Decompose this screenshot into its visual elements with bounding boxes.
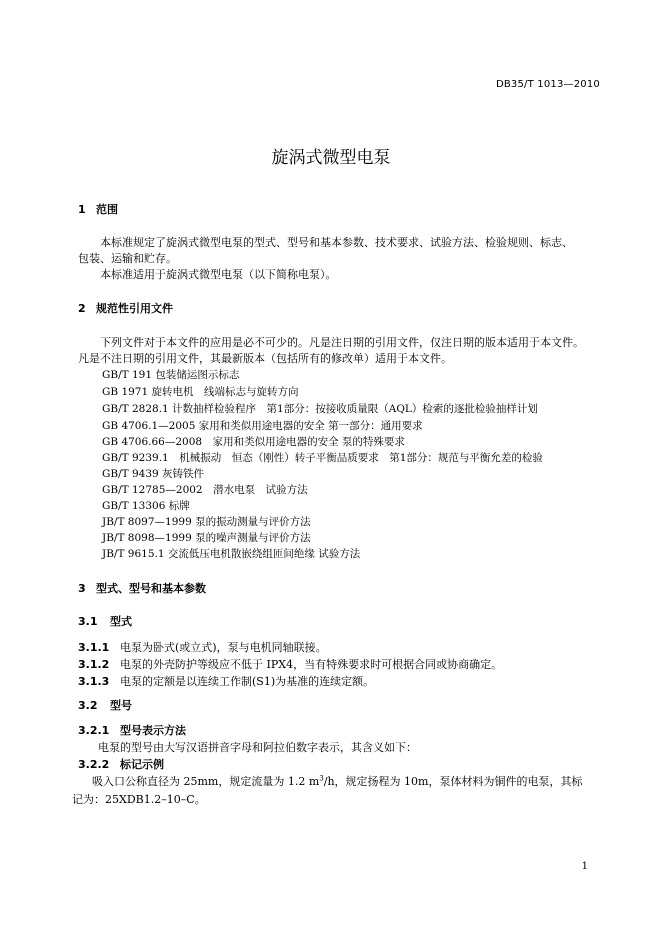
subsection-number: 3.1 (78, 615, 98, 628)
paragraph (92, 773, 582, 789)
subsection-3-1-heading (78, 613, 132, 629)
clause-3-2-2-heading (78, 756, 164, 772)
subsection-number: 3.2 (78, 699, 98, 712)
clause-text: 电泵为卧式(或立式)，泵与电机同轴联接。 (120, 641, 327, 654)
clause-3-1-3 (78, 673, 374, 689)
section-number: 2 (78, 302, 86, 315)
section-number: 1 (78, 203, 86, 216)
subsection-title: 型号 (110, 699, 132, 712)
reference-item: GB/T 191 包装储运图示标志 (102, 369, 240, 381)
paragraph: 本标准适用于旋涡式微型电泵（以下简称电泵）。 (100, 268, 337, 281)
paragraph: 记为：25XDB1.2–10–C。 (72, 793, 206, 806)
section-title: 规范性引用文件 (96, 302, 173, 315)
reference-item: GB 1971 旋转电机 线端标志与旋转方向 (102, 386, 299, 398)
clause-number: 3.2.2 (78, 758, 110, 771)
section-3-heading (78, 580, 206, 596)
clause-number: 3.1.2 (78, 658, 110, 671)
text-run: /h，规定扬程为 10m，泵体材料为铜件的电泵，其标 (323, 775, 583, 788)
paragraph: 本标准规定了旋涡式微型电泵的型式、型号和基本参数、技术要求、试验方法、检验规则、标志、 (100, 236, 573, 249)
clause-3-1-2 (78, 656, 502, 672)
subsection-3-2-heading (78, 697, 132, 713)
reference-item: GB 4706.66—2008 家用和类似用途电器的安全 泵的特殊要求 (102, 436, 405, 448)
section-1-heading (78, 201, 118, 217)
reference-item: GB/T 12785—2002 潜水电泵 试验方法 (102, 484, 308, 496)
subsection-title: 型式 (110, 615, 132, 628)
text-run: 吸入口公称直径为 25mm，规定流量为 1.2 m (92, 775, 320, 788)
superscript: 3 (319, 774, 324, 783)
clause-3-1-1 (78, 639, 327, 655)
clause-title: 型号表示方法 (120, 724, 186, 737)
paragraph: 下列文件对于本文件的应用是必不可少的。凡是注日期的引用文件，仅注日期的版本适用于本文件。 (100, 336, 584, 349)
section-2-heading (78, 300, 173, 316)
clause-3-2-1-heading (78, 722, 186, 738)
reference-item: GB 4706.1—2005 家用和类似用途电器的安全 第一部分：通用要求 (102, 420, 423, 432)
section-title: 范围 (96, 203, 118, 216)
reference-item: JB/T 8097—1999 泵的振动测量与评价方法 (102, 516, 311, 528)
reference-item: GB/T 9439 灰铸铁件 (102, 468, 205, 480)
clause-number: 3.2.1 (78, 724, 110, 737)
paragraph: 电泵的型号由大写汉语拼音字母和阿拉伯数字表示，其含义如下： (98, 741, 417, 754)
page-number: 1 (581, 861, 588, 872)
paragraph: 包装、运输和贮存。 (78, 252, 177, 265)
document-title: 旋涡式微型电泵 (271, 148, 391, 168)
clause-text: 电泵的外壳防护等级应不低于 IPX4，当有特殊要求时可根据合同或协商确定。 (120, 658, 503, 671)
reference-item: GB/T 2828.1 计数抽样检验程序 第1部分：按接收质量限（AQL）检索的逐批检验抽样计划 (102, 403, 538, 415)
reference-item: GB/T 9239.1 机械振动 恒态（刚性）转子平衡品质要求 第1部分：规范与平衡允差的检验 (102, 452, 543, 464)
clause-title: 标记示例 (120, 758, 164, 771)
clause-number: 3.1.3 (78, 675, 110, 688)
reference-item: JB/T 8098—1999 泵的噪声测量与评价方法 (102, 532, 311, 544)
standard-code: DB35/T 1013—2010 (495, 79, 600, 90)
reference-item: GB/T 13306 标牌 (102, 500, 190, 512)
reference-item: JB/T 9615.1 交流低压电机散嵌绕组匝间绝缘 试验方法 (102, 548, 361, 560)
section-title: 型式、型号和基本参数 (96, 582, 206, 595)
paragraph: 凡是不注日期的引用文件，其最新版本（包括所有的修改单）适用于本文件。 (78, 352, 452, 365)
section-number: 3 (78, 582, 86, 595)
clause-text: 电泵的定额是以连续工作制(S1)为基准的连续定额。 (120, 675, 375, 688)
clause-number: 3.1.1 (78, 641, 110, 654)
